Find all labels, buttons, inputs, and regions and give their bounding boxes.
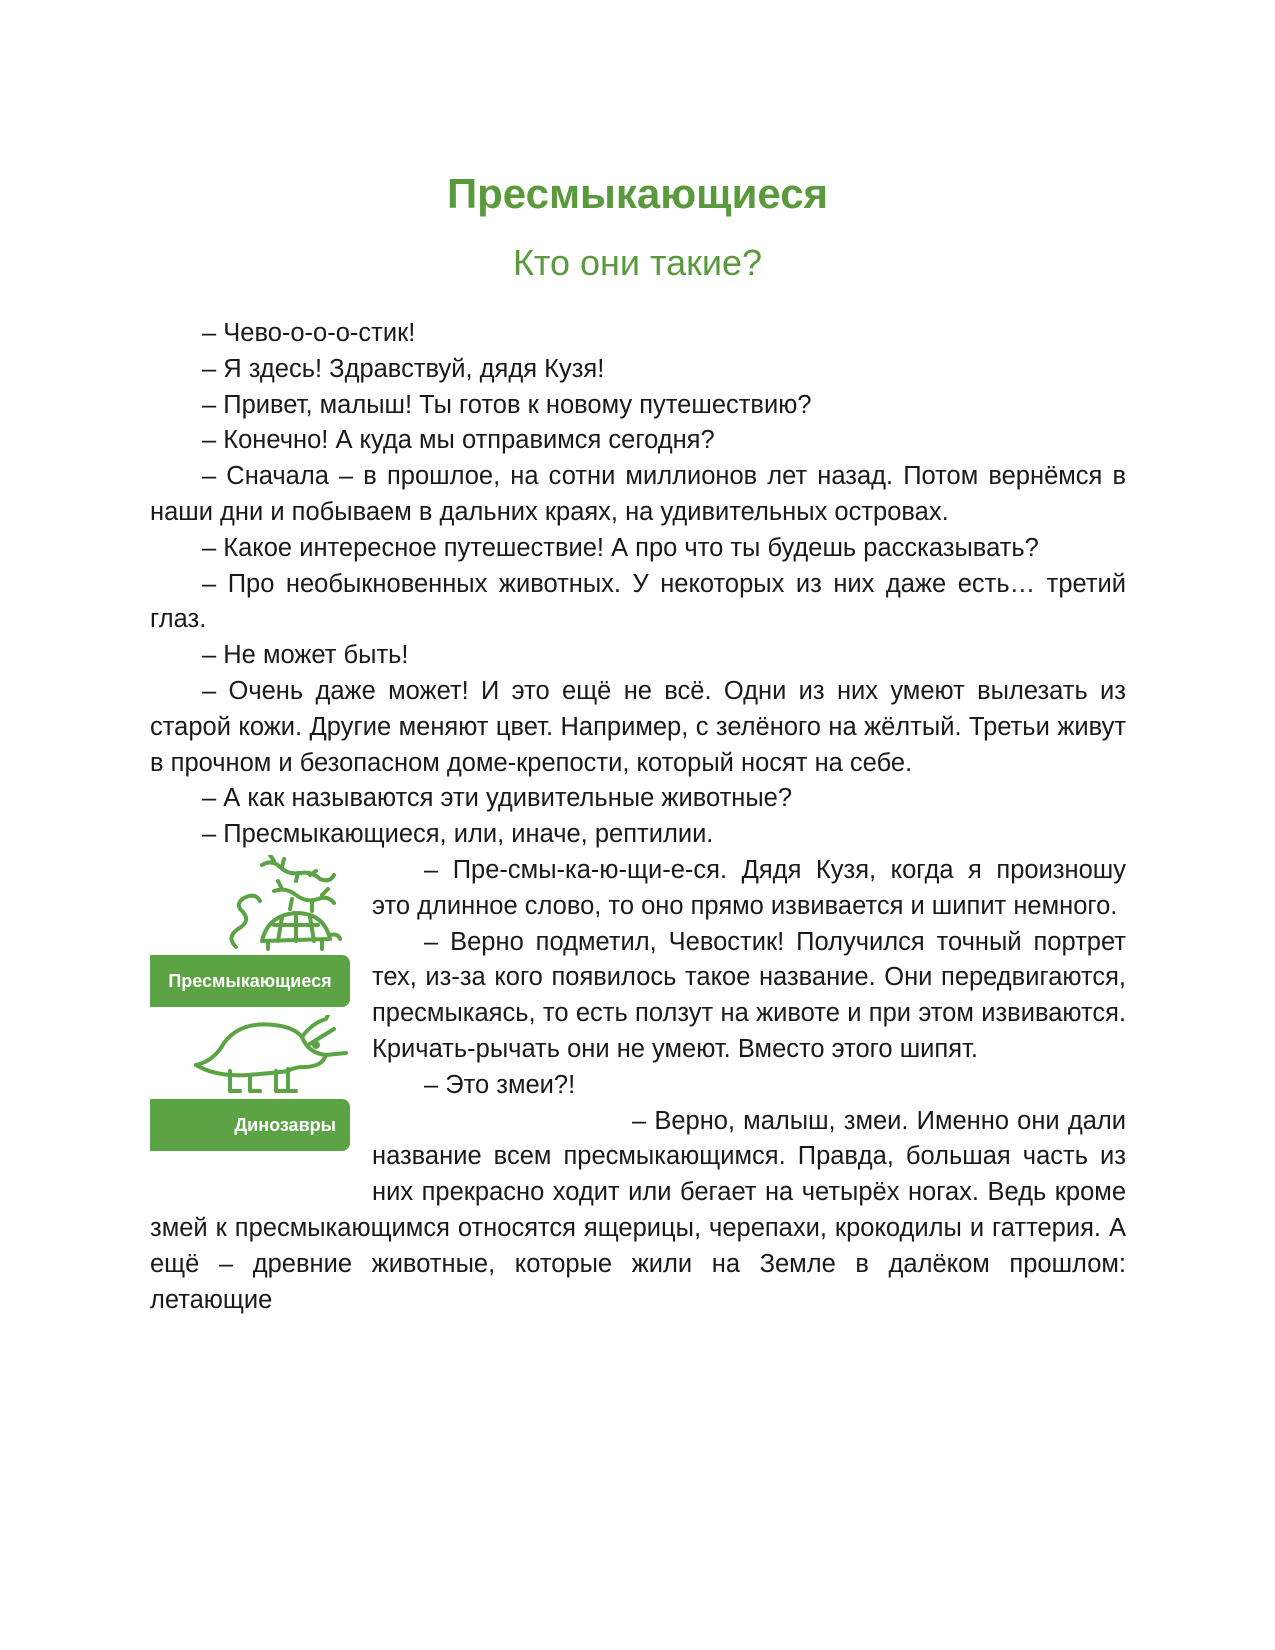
lizard-snake-turtle-icon	[222, 855, 342, 953]
paragraph: – Верно, малыш, змеи. Именно они дали название всем пресмыкающимся. Правда, большая часть из них прекрасно ходит или бегает на четырёх ногах. Ведь кроме змей к пресмыкающимся относятся ящерицы, черепахи, крокодилы и гаттерия. А ещё – древние животные, которые жили на Земле в далёком прошлом: летающие	[150, 1106, 1126, 1314]
dinosaurs-label	[150, 1099, 350, 1151]
reptiles-label: Пресмыкающиеся	[150, 955, 350, 1007]
paragraph: – А как называются эти удивительные животные?	[202, 784, 793, 813]
category-aside	[150, 855, 372, 1177]
paragraph: – Какое интересное путешествие! А про что ты будешь рассказывать?	[202, 533, 1039, 562]
body-text	[150, 316, 1126, 1318]
paragraph: – Сначала – в прошлое, на сотни миллионов лет назад. Потом вернёмся в наши дни и побываем в дальних краях, на удивительных островах.	[150, 462, 1126, 526]
paragraph: – Не может быть!	[202, 641, 409, 670]
paragraph: – Чево-о-о-о-стик!	[202, 319, 416, 347]
paragraph: – Это змеи?!	[424, 1070, 576, 1099]
paragraph: – Пре-смы-ка-ю-щи-е-ся. Дядя Кузя, когда я произношу это длинное слово, то оно прямо извивается и шипит немного.	[372, 855, 1126, 920]
wrapped-text	[372, 853, 1126, 1104]
paragraph: – Про необыкновенных животных. У некоторых из них даже есть… третий глаз.	[150, 569, 1126, 634]
paragraph: – Я здесь! Здравствуй, дядя Кузя!	[202, 354, 605, 383]
paragraph: – Очень даже может! И это ещё не всё. Одни из них умеют вылезать из старой кожи. Другие меняют цвет. Например, с зелёного на жёлтый. Третьи живут в прочном и безопасном доме-крепости, который носят на себе.	[150, 676, 1126, 777]
triceratops-icon	[190, 1015, 350, 1095]
dinosaurs-label-text: Динозавры	[234, 1114, 336, 1135]
page-title: Пресмыкающиеся	[446, 170, 829, 217]
paragraph: – Пресмыкающиеся, или, иначе, рептилии.	[202, 820, 714, 849]
paragraph: – Привет, малыш! Ты готов к новому путешествию?	[202, 390, 812, 419]
paragraph: – Конечно! А куда мы отправимся сегодня?	[202, 426, 715, 455]
paragraph: – Верно подметил, Чевостик! Получился точный портрет тех, из-за кого появилось такое название. Они передвигаются, пресмыкаясь, то есть ползут на животе и при этом извиваются. Кричать-рычать они не умеют. Вместо этого шипят.	[372, 927, 1126, 1063]
page-subtitle: Кто они такие?	[512, 242, 763, 283]
